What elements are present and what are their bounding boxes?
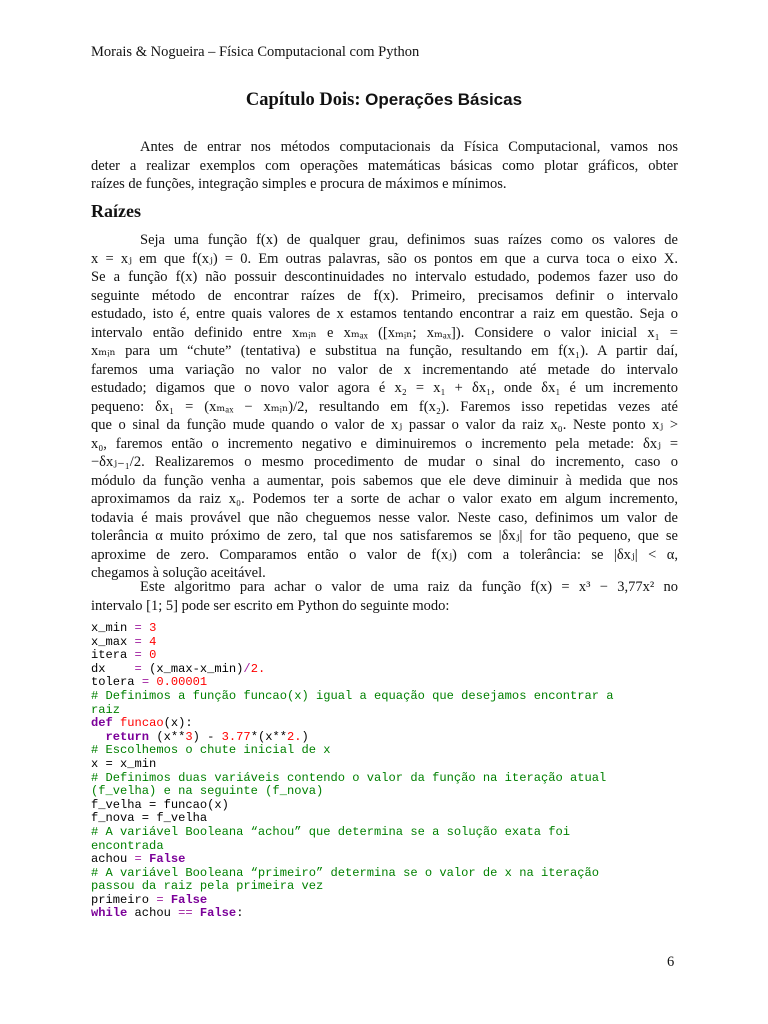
body-line: −δxⱼ₋₁/2. Realizaremos o mesmo procedimento de mudar o sinal do incremento, caso o [91,454,678,470]
body-line: estudado, isto é, entre quais valores de x estamos tentando encontrar a raiz em questão. Seja o [91,306,678,322]
body-line: módulo da função venha a aumentar, pois sabemos que ele deve diminuir à medida que nos [91,472,678,489]
body-line: que o sinal da função mude quando o valor de xⱼ passar o valor da raiz x₀. Neste ponto xⱼ > [91,417,678,433]
body-line: estudado; digamos que o novo valor agora é x₂ = x₁ + δx₁, onde δx₁ é um incremento [91,380,678,396]
code-comment: # A variável Booleana “achou” que determina se a solução exata foi [91,824,570,839]
body-line: chegamos à solução aceitável. [91,565,266,581]
code-line: x_min = 3 [91,621,157,635]
code-comment: (f_velha) e na seguinte (f_nova) [91,784,324,799]
code-line: f_velha = funcao(x) [91,797,229,812]
body-line: intervalo então definido entre xₘᵢₙ e xₘₐₓ ([xₘᵢₙ; xₘₐₓ]). Considere o valor inicial x₁ = [91,324,678,341]
code-comment: # Definimos a função funcao(x) igual a equação que desejamos encontrar a [91,688,614,703]
body-line: aproxime de zero. Comparamos então o valor de f(xⱼ) com a tolerância: se |δxⱼ| < α, [91,546,678,563]
intro-line: raízes de funções, integração simples e procura de máximos e mínimos. [91,176,507,192]
code-comment: # A variável Booleana “primeiro” determina se o valor de x na iteração [91,865,600,880]
code-comment: # Escolhemos o chute inicial de x [91,743,331,758]
code-line: x = x_min [91,756,157,771]
code-comment: encontrada [91,838,164,853]
chapter-title [0,90,768,111]
body-line: x = xⱼ em que f(xⱼ) = 0. Em outras palavras, são os pontos em que a curva toca o eixo X. [91,250,678,267]
code-line: primeiro = False [91,892,208,907]
algorithm-line: Este algoritmo para achar o valor de uma raiz da função f(x) = x³ − 3,77x² no [140,579,678,595]
code-line: dx = (x_max-x_min)/2. [91,661,266,676]
code-line: achou = False [91,852,186,867]
code-comment: raiz [91,702,121,717]
code-line: tolera = 0.00001 [91,675,208,690]
code-line: f_nova = f_velha [91,811,208,826]
body-line: todavia é mais provável que não cheguemos nesse valor. Neste caso, definimos um valor de [91,509,678,526]
code-line: def funcao(x): [91,716,193,731]
body-line: tolerância α muito próximo de zero, tal que nos satisfaremos se |δxⱼ| for tão pequeno, que se [91,528,678,544]
algorithm-paragraph [91,578,678,615]
code-comment: passou da raiz pela primeira vez [91,879,324,894]
running-header: Morais & Nogueira – Física Computacional com Python [91,44,420,60]
body-line: Seja uma função f(x) de qualquer grau, definimos suas raízes como os valores de [140,232,678,248]
algorithm-line: intervalo [1; 5] pode ser escrito em Python do seguinte modo: [91,597,450,614]
intro-paragraph [91,138,678,194]
code-line: while achou == False: [91,906,244,921]
chapter-title-main: Capítulo Dois: [245,90,366,110]
body-line: faremos uma variação no valor no valor de x incrementando até metade do intervalo [91,361,678,378]
intro-line: Antes de entrar nos métodos computacionais da Física Computacional, vamos nos [140,139,678,155]
body-line: Se a função f(x) não possuir descontinuidades no intervalo estudado, podemos fazer uso do [91,269,678,285]
body-line: seguinte método de encontrar raízes de f(x). Primeiro, precisamos definir o intervalo [91,287,678,304]
python-code-block [91,622,691,921]
intro-line: deter a realizar exemplos com operações matemáticas básicas como plotar gráficos, obter [91,157,678,174]
roots-paragraph [91,231,678,583]
section-heading: Raízes [91,201,141,221]
body-line: xₘᵢₙ para um “chute” (tentativa) e substitua na função, resultando em f(x₁). A partir daí, [91,343,678,359]
body-line: x₀, faremos então o incremento negativo e diminuiremos o incremento pela metade: δxⱼ = [91,435,678,452]
code-line: return (x**3) - 3.77*(x**2.) [105,729,309,744]
code-line: x_max = 4 [91,634,157,649]
body-line: aproximamos da raiz x₀. Podemos ter a sorte de achar o valor exato em algum incremento, [91,491,678,507]
page-number: 6 [667,954,675,970]
chapter-title-rest: Operações Básicas [365,90,523,109]
code-comment: # Definimos duas variáveis contendo o valor da função na iteração atual [91,770,607,785]
code-line: itera = 0 [91,648,157,663]
body-line: pequeno: δx₁ = (xₘₐₓ − xₘᵢₙ)/2, resultando em f(x₂). Faremos isso repetidas vezes até [91,398,678,415]
